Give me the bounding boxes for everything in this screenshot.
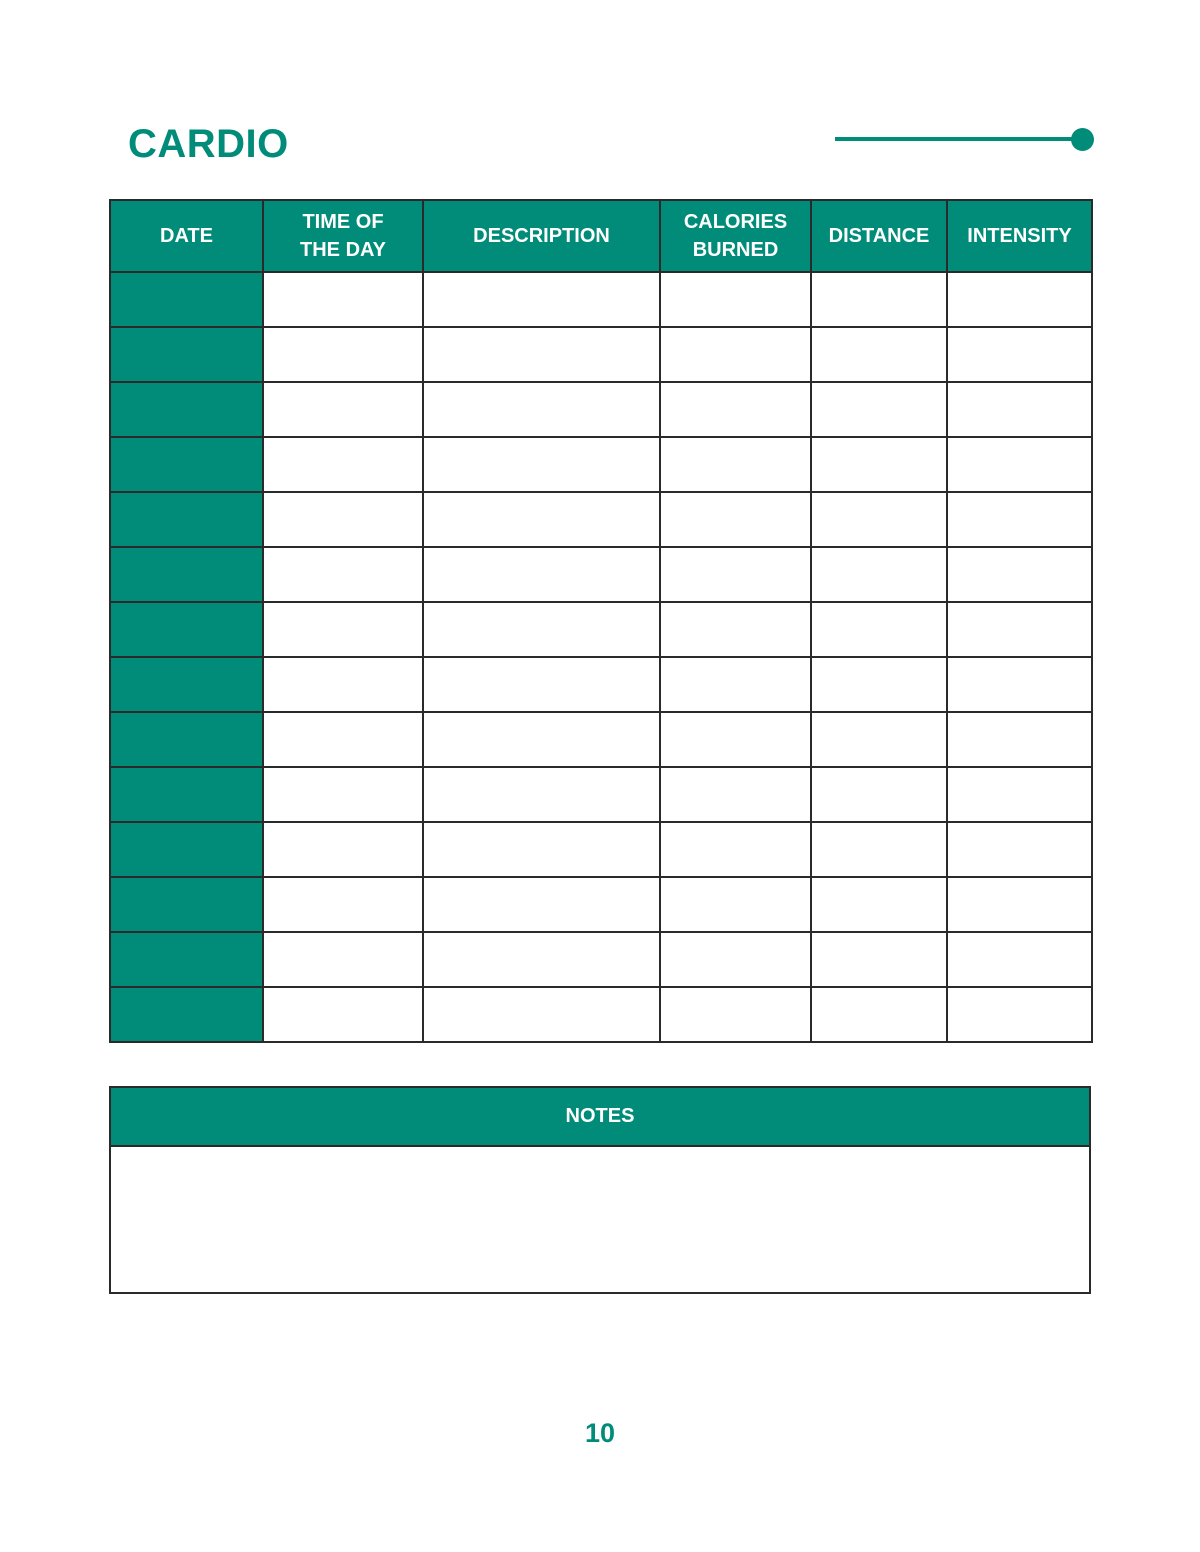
column-header-distance: DISTANCE xyxy=(811,200,947,272)
description-cell[interactable] xyxy=(423,877,660,932)
date-cell xyxy=(110,272,263,327)
intensity-cell[interactable] xyxy=(947,822,1092,877)
decorative-line xyxy=(835,137,1081,141)
time-of-day-cell[interactable] xyxy=(263,602,423,657)
time-of-day-cell[interactable] xyxy=(263,547,423,602)
time-of-day-cell[interactable] xyxy=(263,712,423,767)
page-number: 10 xyxy=(584,1418,616,1448)
column-header-intensity: INTENSITY xyxy=(947,200,1092,272)
table-row xyxy=(110,492,1092,547)
table-row xyxy=(110,877,1092,932)
calories-burned-cell[interactable] xyxy=(660,437,811,492)
intensity-cell[interactable] xyxy=(947,272,1092,327)
time-of-day-cell[interactable] xyxy=(263,327,423,382)
date-cell xyxy=(110,932,263,987)
description-cell[interactable] xyxy=(423,822,660,877)
date-cell xyxy=(110,767,263,822)
description-cell[interactable] xyxy=(423,437,660,492)
intensity-cell[interactable] xyxy=(947,932,1092,987)
time-of-day-cell[interactable] xyxy=(263,272,423,327)
table-row xyxy=(110,272,1092,327)
intensity-cell[interactable] xyxy=(947,877,1092,932)
description-cell[interactable] xyxy=(423,492,660,547)
table-row xyxy=(110,382,1092,437)
intensity-cell[interactable] xyxy=(947,767,1092,822)
table-row xyxy=(110,822,1092,877)
distance-cell[interactable] xyxy=(811,822,947,877)
description-cell[interactable] xyxy=(423,657,660,712)
calories-burned-cell[interactable] xyxy=(660,382,811,437)
calories-burned-cell[interactable] xyxy=(660,877,811,932)
time-of-day-cell[interactable] xyxy=(263,767,423,822)
distance-cell[interactable] xyxy=(811,437,947,492)
description-cell[interactable] xyxy=(423,602,660,657)
description-cell[interactable] xyxy=(423,272,660,327)
description-cell[interactable] xyxy=(423,382,660,437)
distance-cell[interactable] xyxy=(811,657,947,712)
calories-burned-cell[interactable] xyxy=(660,767,811,822)
table-row xyxy=(110,712,1092,767)
calories-burned-cell[interactable] xyxy=(660,272,811,327)
distance-cell[interactable] xyxy=(811,987,947,1042)
calories-burned-cell[interactable] xyxy=(660,657,811,712)
date-cell xyxy=(110,437,263,492)
table-row xyxy=(110,547,1092,602)
date-cell xyxy=(110,602,263,657)
calories-burned-cell[interactable] xyxy=(660,712,811,767)
table-row xyxy=(110,987,1092,1042)
cardio-log-table xyxy=(109,199,1093,1043)
intensity-cell[interactable] xyxy=(947,602,1092,657)
column-header-description: DESCRIPTION xyxy=(423,200,660,272)
table-header-row xyxy=(110,200,1092,272)
column-header-calories-burned: CALORIES BURNED xyxy=(660,200,811,272)
description-cell[interactable] xyxy=(423,767,660,822)
distance-cell[interactable] xyxy=(811,712,947,767)
date-cell xyxy=(110,822,263,877)
calories-burned-cell[interactable] xyxy=(660,932,811,987)
description-cell[interactable] xyxy=(423,327,660,382)
description-cell[interactable] xyxy=(423,547,660,602)
intensity-cell[interactable] xyxy=(947,492,1092,547)
table-row xyxy=(110,437,1092,492)
decorative-dot xyxy=(1071,128,1094,151)
time-of-day-cell[interactable] xyxy=(263,932,423,987)
intensity-cell[interactable] xyxy=(947,382,1092,437)
time-of-day-cell[interactable] xyxy=(263,437,423,492)
date-cell xyxy=(110,327,263,382)
date-cell xyxy=(110,492,263,547)
notes-header: NOTES xyxy=(111,1088,1089,1147)
table-row xyxy=(110,932,1092,987)
date-cell xyxy=(110,382,263,437)
table-row xyxy=(110,602,1092,657)
calories-burned-cell[interactable] xyxy=(660,492,811,547)
distance-cell[interactable] xyxy=(811,932,947,987)
distance-cell[interactable] xyxy=(811,767,947,822)
notes-field[interactable] xyxy=(111,1147,1089,1292)
intensity-cell[interactable] xyxy=(947,657,1092,712)
intensity-cell[interactable] xyxy=(947,327,1092,382)
calories-burned-cell[interactable] xyxy=(660,547,811,602)
date-cell xyxy=(110,657,263,712)
time-of-day-cell[interactable] xyxy=(263,822,423,877)
intensity-cell[interactable] xyxy=(947,712,1092,767)
intensity-cell[interactable] xyxy=(947,437,1092,492)
intensity-cell[interactable] xyxy=(947,987,1092,1042)
table-row xyxy=(110,767,1092,822)
time-of-day-cell[interactable] xyxy=(263,987,423,1042)
description-cell[interactable] xyxy=(423,932,660,987)
table-body xyxy=(110,272,1092,1042)
page-title: CARDIO xyxy=(128,122,289,166)
time-of-day-cell[interactable] xyxy=(263,382,423,437)
distance-cell[interactable] xyxy=(811,877,947,932)
description-cell[interactable] xyxy=(423,712,660,767)
date-cell xyxy=(110,877,263,932)
description-cell[interactable] xyxy=(423,987,660,1042)
distance-cell[interactable] xyxy=(811,492,947,547)
calories-burned-cell[interactable] xyxy=(660,327,811,382)
time-of-day-cell[interactable] xyxy=(263,877,423,932)
calories-burned-cell[interactable] xyxy=(660,822,811,877)
column-header-date: DATE xyxy=(110,200,263,272)
table-row xyxy=(110,327,1092,382)
calories-burned-cell[interactable] xyxy=(660,602,811,657)
distance-cell[interactable] xyxy=(811,272,947,327)
distance-cell[interactable] xyxy=(811,547,947,602)
date-cell xyxy=(110,987,263,1042)
intensity-cell[interactable] xyxy=(947,547,1092,602)
distance-cell[interactable] xyxy=(811,382,947,437)
distance-cell[interactable] xyxy=(811,327,947,382)
date-cell xyxy=(110,712,263,767)
calories-burned-cell[interactable] xyxy=(660,987,811,1042)
time-of-day-cell[interactable] xyxy=(263,657,423,712)
time-of-day-cell[interactable] xyxy=(263,492,423,547)
table-row xyxy=(110,657,1092,712)
distance-cell[interactable] xyxy=(811,602,947,657)
date-cell xyxy=(110,547,263,602)
notes-box xyxy=(109,1086,1091,1294)
column-header-time-of-day: TIME OF THE DAY xyxy=(263,200,423,272)
